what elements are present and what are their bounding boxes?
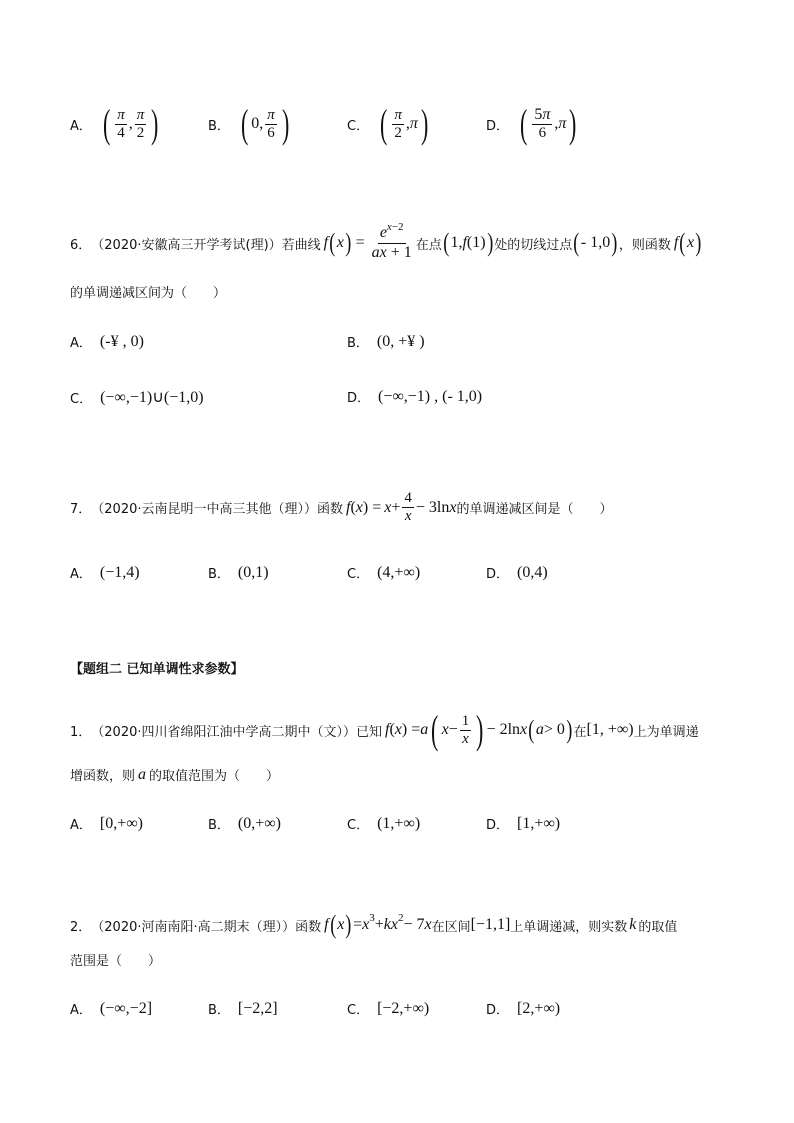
option-label: C． — [347, 118, 370, 134]
q7-option-c[interactable]: C． (4,+∞) — [347, 563, 421, 582]
q6-option-d[interactable]: D． (−∞,−1) , (- 1,0) — [347, 387, 483, 406]
g2q2-option-b[interactable]: B． [−2,2] — [208, 999, 278, 1018]
section-heading: 【题组二 已知单调性求参数】 — [70, 662, 244, 677]
g2q2-stem-line2: 范围是（ ） — [70, 954, 162, 969]
g2q2-option-a[interactable]: A． (−∞,−2] — [70, 999, 153, 1018]
q7-option-d[interactable]: D． (0,4) — [486, 563, 548, 582]
g2q1-option-d[interactable]: D． [1,+∞) — [486, 814, 561, 833]
q6-stem: 6． （2020·安徽高三开学考试(理)） 若曲线 f ( x ) = $\frac{e^{x-2}}{ax + 1}$ 在点 ( 1, f (1) ) 处的切线过点 ( - 1,0 ) ，则函数 f ( x ) — [70, 221, 702, 261]
g2q2-option-d[interactable]: D． [2,+∞) — [486, 999, 561, 1018]
option-label: D． — [486, 118, 510, 134]
g2q1-option-c[interactable]: C． (1,+∞) — [347, 814, 421, 833]
g2q1-option-b[interactable]: B． (0,+∞) — [208, 814, 282, 833]
q7-stem: 7． （2020·云南昆明一中高三其他（理）） 函数 f ( x ) = x + $\frac{4}{x}$ − 3ln x 的单调递减区间是（ ） — [70, 490, 613, 524]
q6-option-c[interactable]: C． (−∞,−1)∪(−1,0) — [70, 389, 204, 407]
q5-option-b[interactable]: B． ( 0, $\frac{\pi}{6}$ ) — [208, 101, 290, 146]
option-label: A． — [70, 118, 92, 134]
formula-fraction: $\frac{e^{x-2}}{ax + 1}$ — [371, 221, 412, 261]
question-number: 6． — [70, 237, 92, 253]
q6-stem-line2: 的单调递减区间为（ ） — [70, 286, 227, 301]
g2q1-stem-line2: 增函数，则 a 的取值范围为（ ） — [70, 765, 280, 784]
g2q2-stem: 2． （2020·河南南阳·高二期末（理）） 函数 f ( x ) = x 3 + kx 2 − 7 x 在区间 [−1,1] 上单调递减，则实数 k 的取值 — [70, 910, 678, 939]
q5-option-a[interactable]: A． ( $\frac{\pi}{4}$ , $\frac{\pi}{2}$ ) — [70, 101, 159, 146]
g2q2-option-c[interactable]: C． [−2,+∞) — [347, 999, 430, 1018]
question-source: （2020·安徽高三开学考试(理)） — [91, 237, 282, 253]
q7-option-b[interactable]: B． (0,1) — [208, 563, 269, 582]
q6-option-a[interactable]: A． (-¥ , 0) — [70, 332, 144, 351]
q5-option-c[interactable]: C． ( $\frac{\pi}{2}$ , π ) — [347, 101, 429, 146]
q6-option-b[interactable]: B． (0, +¥ ) — [347, 332, 425, 351]
option-label: B． — [208, 118, 230, 134]
g2q1-stem: 1． （2020·四川省绵阳江油中学高二期中（文）） 已知 f ( x ) = a ( x − $\frac{1}{x}$ ) − 2ln x ( a > 0 ) 在 [1, +∞) 上为单调递 — [70, 707, 699, 752]
q7-option-a[interactable]: A． (−1,4) — [70, 563, 140, 582]
q5-option-d[interactable]: D． ( $\frac{5\pi}{6}$ , π ) — [486, 101, 577, 146]
g2q1-option-a[interactable]: A． [0,+∞) — [70, 814, 143, 833]
formula-fraction: $\frac{4}{x}$ — [404, 490, 412, 524]
